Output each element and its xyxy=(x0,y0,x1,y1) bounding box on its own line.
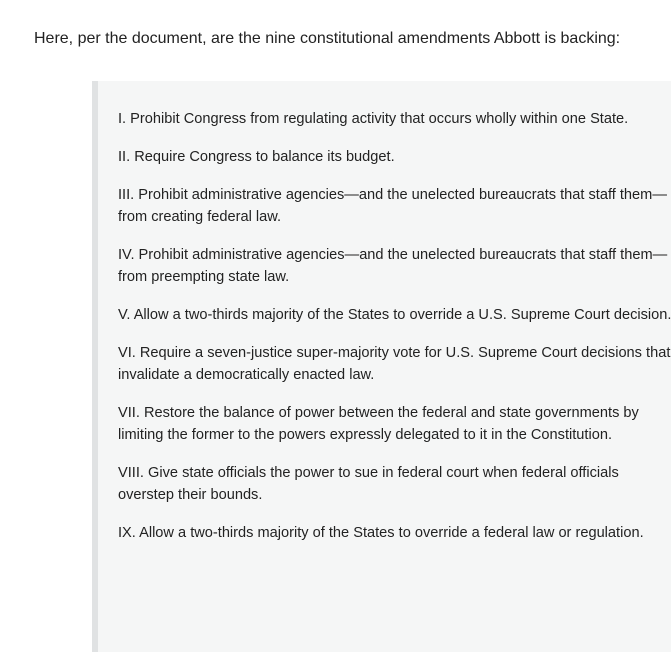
amendment-item-7: VII. Restore the balance of power between the federal and state governments by limiting the former to the powers expressly delegated to it in the Constitution. xyxy=(118,405,639,443)
amendment-item-8: VIII. Give state officials the power to sue in federal court when federal officials overstep their bounds. xyxy=(118,465,619,503)
amendments-list xyxy=(118,108,671,560)
amendment-item-9: IX. Allow a two-thirds majority of the States to override a federal law or regulation. xyxy=(118,525,644,541)
amendment-item-1: I. Prohibit Congress from regulating activity that occurs wholly within one State. xyxy=(118,111,629,127)
amendment-item-2: II. Require Congress to balance its budget. xyxy=(118,149,395,165)
amendment-item-3: III. Prohibit administrative agencies—and the unelected bureaucrats that staff them—from creating federal law. xyxy=(118,187,667,225)
amendment-item-6: VI. Require a seven-justice super-majority vote for U.S. Supreme Court decisions that invalidate a democratically enacted law. xyxy=(118,345,671,383)
amendment-item-5: V. Allow a two-thirds majority of the States to override a U.S. Supreme Court decision. xyxy=(118,307,671,323)
amendment-item-4: IV. Prohibit administrative agencies—and the unelected bureaucrats that staff them—from preempting state law. xyxy=(118,247,668,285)
intro-paragraph: Here, per the document, are the nine constitutional amendments Abbott is backing: xyxy=(34,30,621,47)
amendments-blockquote xyxy=(92,81,671,652)
